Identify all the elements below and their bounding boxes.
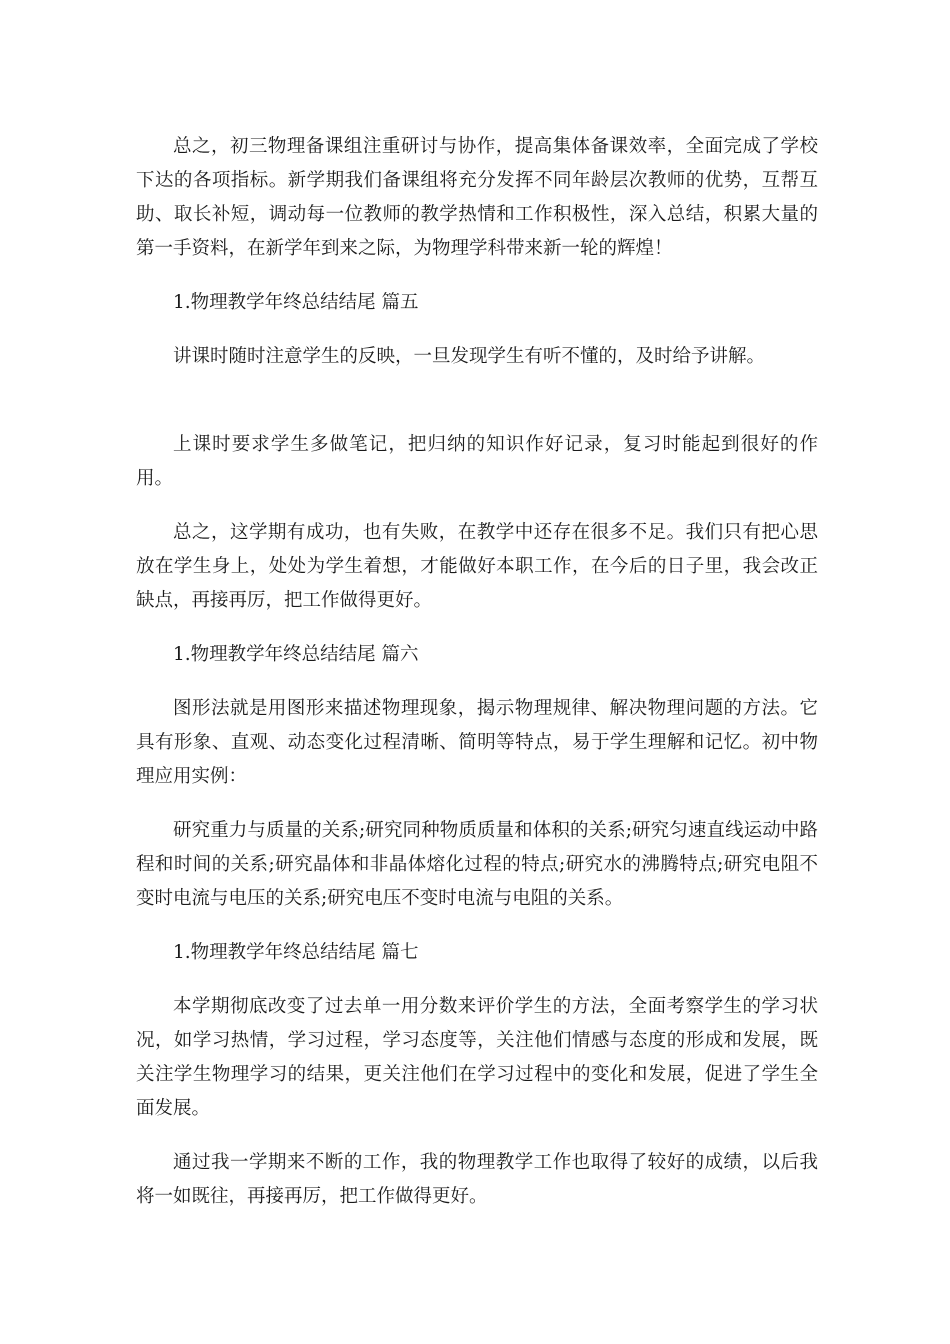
paragraph-graphic-method: 图形法就是用图形来描述物理现象，揭示物理规律、解决物理问题的方法。它具有形象、直观、动态变化过程清晰、简明等特点，易于学生理解和记忆。初中物理应用实例： xyxy=(136,698,818,787)
paragraph-note-taking: 上课时要求学生多做笔记，把归纳的知识作好记录，复习时能起到很好的作用。 xyxy=(136,434,818,489)
section-heading-5: 1.物理教学年终总结结尾 篇五 xyxy=(173,292,419,313)
section-heading-6: 1.物理教学年终总结结尾 篇六 xyxy=(173,644,419,665)
section-heading-7: 1.物理教学年终总结结尾 篇七 xyxy=(173,942,419,963)
paragraph-evaluation-change: 本学期彻底改变了过去单一用分数来评价学生的方法，全面考察学生的学习状况，如学习热情，学习过程，学习态度等，关注他们情感与态度的形成和发展，既关注学生物理学习的结果，更关注他们在学习过程中的变化和发展，促进了学生全面发展。 xyxy=(136,996,818,1119)
paragraph-semester-summary: 总之，这学期有成功，也有失败，在教学中还存在很多不足。我们只有把心思放在学生身上，处处为学生着想，才能做好本职工作，在今后的日子里，我会改正缺点，再接再厉，把工作做得更好。 xyxy=(136,522,818,611)
paragraph-examples: 研究重力与质量的关系;研究同种物质质量和体积的关系;研究匀速直线运动中路程和时间的关系;研究晶体和非晶体熔化过程的特点;研究水的沸腾特点;研究电阻不变时电流与电压的关系;研究电压不变时电流与电阻的关系。 xyxy=(136,820,818,909)
paragraph-closing: 通过我一学期来不断的工作，我的物理教学工作也取得了较好的成绩，以后我将一如既往，再接再厉，把工作做得更好。 xyxy=(136,1152,818,1207)
document-body xyxy=(136,130,818,1234)
paragraph-summary-prep-group: 总之，初三物理备课组注重研讨与协作，提高集体备课效率，全面完成了学校下达的各项指标。新学期我们备课组将充分发挥不同年龄层次教师的优势，互帮互助、取长补短，调动每一位教师的教学热情和工作积极性，深入总结，积累大量的第一手资料，在新学年到来之际，为物理学科带来新一轮的辉煌！ xyxy=(136,136,818,259)
blank-spacer xyxy=(136,394,818,428)
paragraph-lecture-attention: 讲课时随时注意学生的反映，一旦发现学生有听不懂的，及时给予讲解。 xyxy=(173,346,766,367)
